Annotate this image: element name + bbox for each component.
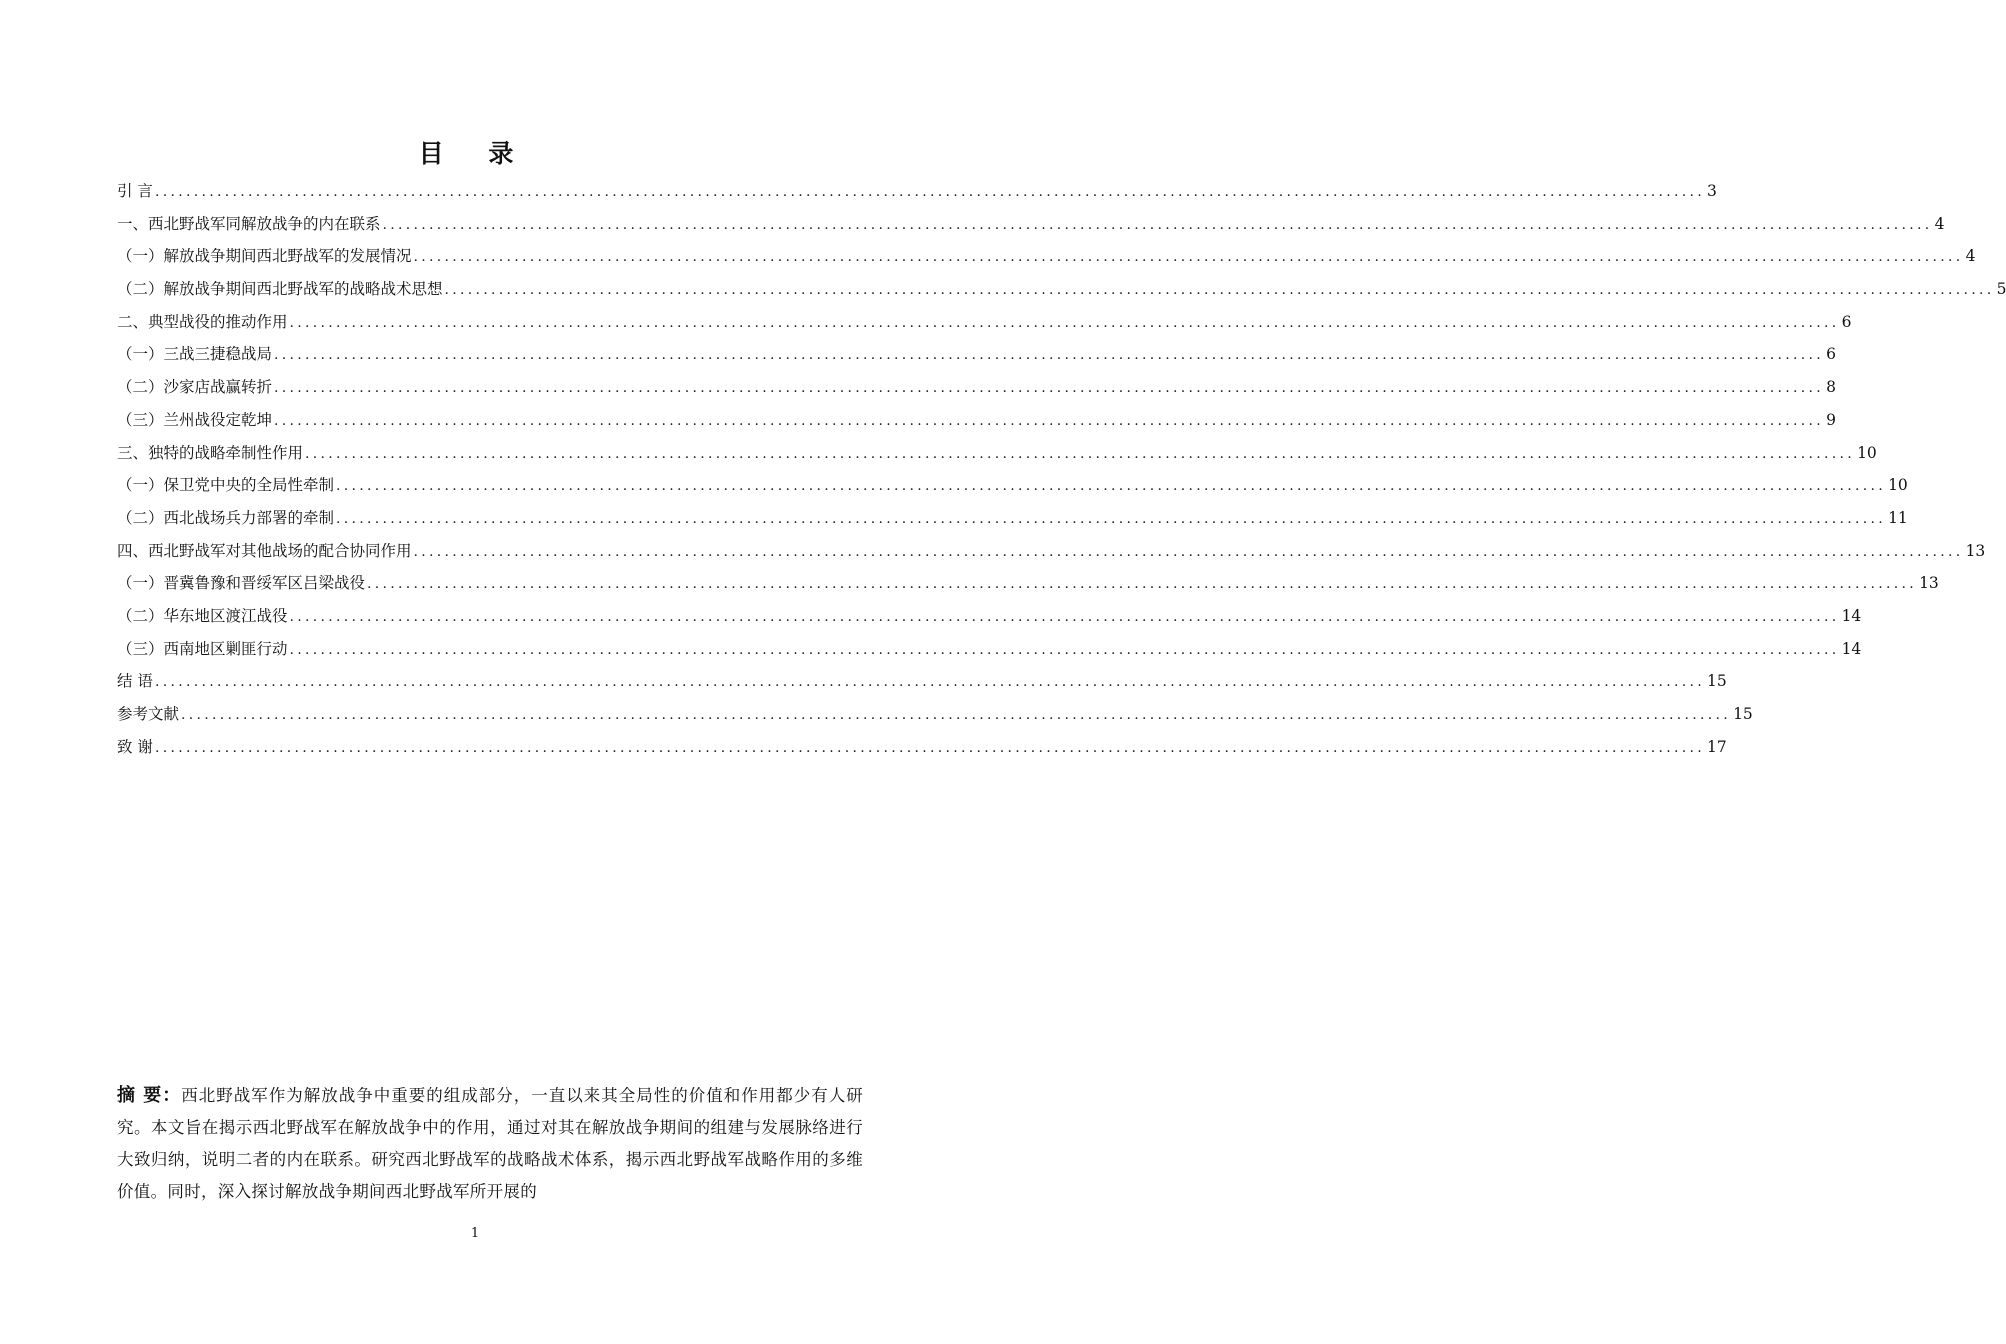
toc-leader-dots: ........................................................................................................................................................................................................ [444, 282, 1995, 299]
toc-entry[interactable] [117, 635, 1862, 668]
toc-entry-page: 13 [1965, 541, 1986, 560]
toc-entry[interactable] [117, 373, 1836, 406]
toc-entry[interactable] [117, 340, 1836, 373]
toc-entry[interactable] [117, 667, 1727, 700]
toc-entry-label: （二）解放战争期间西北野战军的战略战术思想 [117, 280, 443, 299]
toc-entry[interactable] [117, 504, 1908, 537]
toc-entry-label: （一）解放战争期间西北野战军的发展情况 [117, 247, 412, 266]
toc-entry-label: 一、西北野战军同解放战争的内在联系 [117, 214, 381, 233]
toc-entry[interactable] [117, 242, 1976, 275]
toc-entry[interactable] [117, 537, 1986, 570]
toc-entry[interactable] [117, 439, 1877, 472]
toc-entry-label: 引 言 [117, 182, 153, 200]
toc-leader-dots: ........................................................................................................................................................................................................ [305, 445, 1856, 462]
toc-leader-dots: ........................................................................................................................................................................................................ [367, 576, 1918, 593]
toc-leader-dots: ........................................................................................................................................................................................................ [274, 347, 1825, 364]
toc-entry-label: （二）华东地区渡江战役 [117, 606, 288, 625]
abstract [117, 1080, 863, 1208]
toc-entry-page: 17 [1706, 737, 1727, 756]
toc-leader-dots: ........................................................................................................................................................................................................ [154, 674, 1705, 691]
toc-entry[interactable] [117, 406, 1836, 439]
abstract-text: 西北野战军作为解放战争中重要的组成部分，一直以来其全局性的价值和作用都少有人研究。本文旨在揭示西北野战军在解放战争中的作用，通过对其在解放战争期间的组建与发展脉络进行大致归纳，说明二者的内在联系。研究西北野战军的战略战术体系，揭示西北野战军战略作用的多维价值。同时，深入探讨解放战争期间西北野战军所开展的 [117, 1086, 864, 1201]
toc-entry-label: （一）保卫党中央的全局性牵制 [117, 476, 335, 495]
toc-entry-page: 14 [1841, 639, 1862, 658]
toc-entry-label: （一）晋冀鲁豫和晋绥军区吕梁战役 [117, 574, 366, 593]
toc-entry[interactable] [117, 275, 2006, 308]
toc-entry-label: 二、典型战役的推动作用 [117, 312, 288, 331]
toc-entry-page: 8 [1826, 378, 1836, 397]
abstract-label: 摘 要： [117, 1085, 182, 1106]
toc-entry-page: 6 [1841, 312, 1852, 331]
toc-entry[interactable] [117, 733, 1727, 766]
toc-entry-label: 参考文献 [117, 705, 180, 723]
page-number: 1 [470, 1226, 480, 1241]
toc-title: 目 录 [418, 139, 532, 168]
toc-leader-dots: ........................................................................................................................................................................................................ [382, 216, 1933, 233]
toc-entry-page: 9 [1826, 410, 1836, 429]
toc-entry-page: 14 [1841, 606, 1862, 625]
toc-entry-label: （一）三战三捷稳战局 [117, 345, 273, 364]
toc-entry[interactable] [117, 700, 1753, 733]
toc-leader-dots: ........................................................................................................................................................................................................ [289, 314, 1840, 331]
toc-entry-page: 10 [1888, 476, 1908, 495]
toc-entry-label: 四、西北野战军对其他战场的配合协同作用 [117, 541, 412, 560]
toc-leader-dots: ........................................................................................................................................................................................................ [181, 707, 1732, 723]
toc-leader-dots: ........................................................................................................................................................................................................ [274, 380, 1825, 397]
toc-entry-page: 15 [1733, 705, 1753, 723]
toc-leader-dots: ........................................................................................................................................................................................................ [413, 543, 1964, 560]
toc-entry-label: 结 语 [117, 672, 153, 691]
toc-leader-dots: ........................................................................................................................................................................................................ [289, 641, 1840, 658]
toc-leader-dots: ........................................................................................................................................................................................................ [413, 249, 1964, 266]
toc-entry-page: 5 [1996, 280, 2006, 299]
toc-entry-label: （二）西北战场兵力部署的牵制 [117, 508, 335, 527]
toc-entry-label: （三）西南地区剿匪行动 [117, 639, 288, 658]
toc-entry[interactable] [117, 308, 1852, 341]
toc-entry-label: （二）沙家店战赢转折 [117, 378, 273, 397]
toc-leader-dots: ........................................................................................................................................................................................................ [336, 510, 1887, 527]
toc-entry-page: 11 [1888, 508, 1908, 527]
toc-entry-page: 4 [1965, 247, 1976, 266]
toc-entry[interactable] [117, 210, 1945, 243]
table-of-contents [117, 177, 2006, 765]
toc-leader-dots: ........................................................................................................................................................................................................ [289, 608, 1840, 625]
toc-entry-label: （三）兰州战役定乾坤 [117, 410, 273, 429]
toc-entry[interactable] [117, 602, 1862, 635]
toc-entry[interactable] [117, 471, 1908, 504]
toc-entry-page: 4 [1934, 214, 1945, 233]
toc-leader-dots: ........................................................................................................................................................................................................ [274, 412, 1825, 429]
toc-entry-page: 3 [1706, 182, 1717, 200]
toc-entry-page: 15 [1706, 672, 1727, 691]
toc-leader-dots: ........................................................................................................................................................................................................ [336, 478, 1887, 495]
toc-entry-label: 致 谢 [117, 737, 153, 756]
toc-entry-label: 三、独特的战略牵制性作用 [117, 443, 304, 462]
toc-entry-page: 6 [1826, 345, 1836, 364]
toc-leader-dots: ........................................................................................................................................................................................................ [154, 184, 1705, 200]
toc-entry[interactable] [117, 177, 1717, 210]
toc-entry[interactable] [117, 569, 1939, 602]
toc-leader-dots: ........................................................................................................................................................................................................ [154, 739, 1705, 756]
toc-entry-page: 10 [1857, 443, 1877, 462]
toc-entry-page: 13 [1919, 574, 1939, 593]
